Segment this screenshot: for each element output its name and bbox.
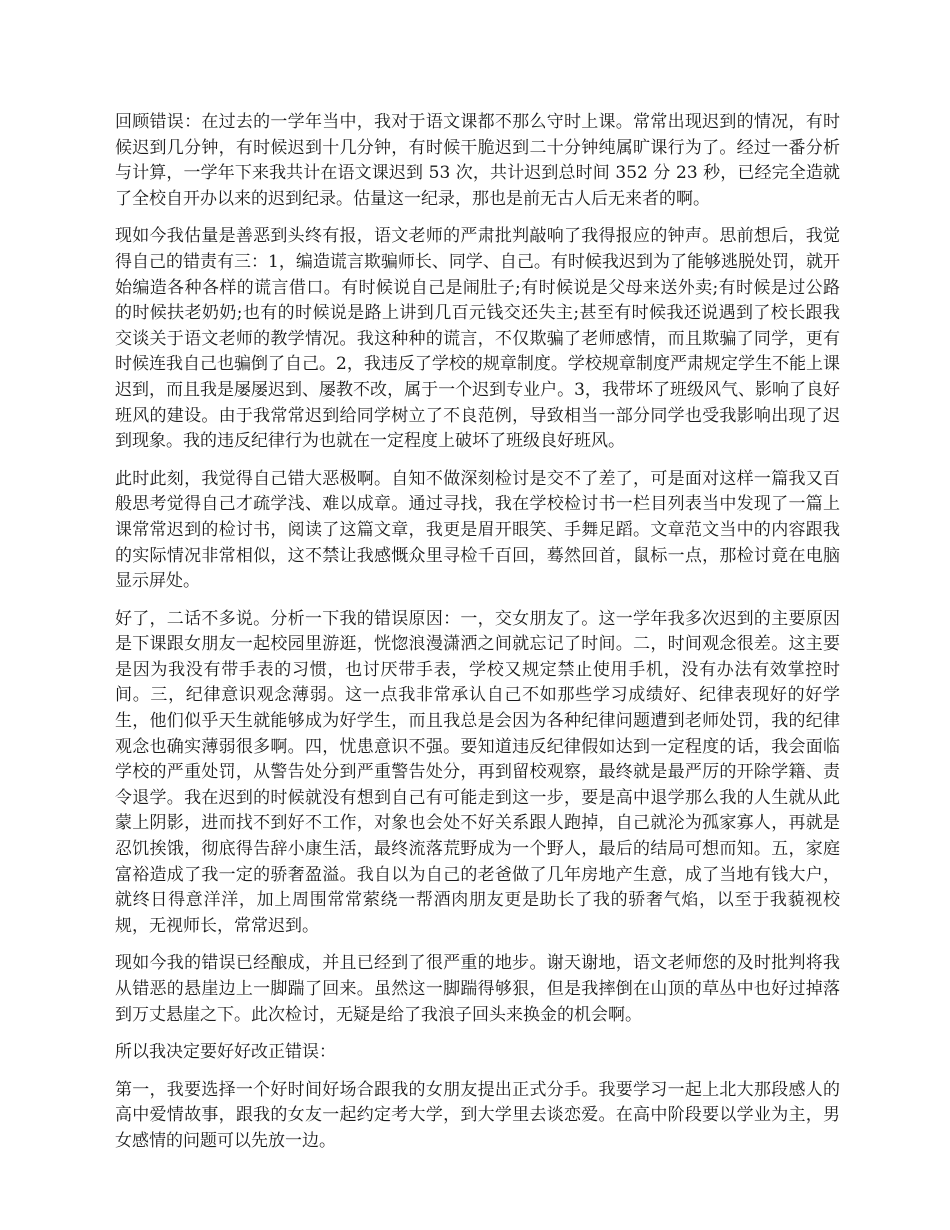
paragraph-finding-template: 此时此刻，我觉得自己错大恶极啊。自知不做深刻检讨是交不了差了，可是面对这样一篇我又百般思考觉得自己才疏学浅、难以成章。通过寻找，我在学校检讨书一栏目列表当中发现了一篇上课常常迟到的检讨书，阅读了这篇文章，我更是眉开眼笑、手舞足蹈。文章范文当中的内容跟我的实际情况非常相似，这不禁让我感慨众里寻检千百回，蓦然回首，鼠标一点，那检讨竟在电脑显示屏处。 bbox=[115, 468, 840, 592]
paragraph-decision: 所以我决定要好好改正错误： bbox=[115, 1042, 336, 1063]
document-body bbox=[115, 110, 840, 1167]
paragraph-three-faults: 现如今我估量是善恶到头终有报，语文老师的严肃批判敲响了我得报应的钟声。思前想后，我觉得自己的错责有三：1，编造谎言欺骗师长、同学、自己。有时候我迟到为了能够逃脱处罚，就开始编造各种各样的谎言借口。有时候说自己是闹肚子;有时候说是父母来送外卖;有时候是过公路的时候扶老奶奶;也有的时候说是路上讲到几百元钱交还失主;甚至有时候我还说遇到了校长跟我交谈关于语文老师的教学情况。我这种种的谎言，不仅欺骗了老师感情，而且欺骗了同学，更有时候连我自己也骗倒了自己。2，我违反了学校的规章制度。学校规章制度严肃规定学生不能上课迟到，而且我是屡屡迟到、屡教不改，属于一个迟到专业户。3，我带坏了班级风气、影响了良好班风的建设。由于我常常迟到给同学树立了不良范例，导致相当一部分同学也受我影响出现了迟到现象。我的违反纪律行为也就在一定程度上破坏了班级良好班风。 bbox=[115, 226, 840, 452]
paragraph-gratitude: 现如今我的错误已经酿成，并且已经到了很严重的地步。谢天谢地，语文老师您的及时批判将我从错恶的悬崖边上一脚踹了回来。虽然这一脚踹得够狠，但是我摔倒在山顶的草丛中也好过掉落到万丈悬崖之下。此次检讨，无疑是给了我浪子回头来换金的机会啊。 bbox=[115, 953, 840, 1025]
paragraph-first-step: 第一，我要选择一个好时间好场合跟我的女朋友提出正式分手。我要学习一起上北大那段感人的高中爱情故事，跟我的女友一起约定考大学，到大学里去谈恋爱。在高中阶段要以学业为主，男女感情的问题可以先放一边。 bbox=[115, 1079, 840, 1151]
paragraph-review-mistakes: 回顾错误：在过去的一学年当中，我对于语文课都不那么守时上课。常常出现迟到的情况，有时候迟到几分钟，有时候迟到十几分钟，有时候干脆迟到二十分钟纯属旷课行为了。经过一番分析与计算，一学年下来我共计在语文课迟到 53 次，共计迟到总时间 352 分 23 秒，已经完全造就了全校自开办以来的迟到纪录。估量这一纪录，那也是前无古人后无来者的啊。 bbox=[115, 112, 840, 209]
paragraph-cause-analysis: 好了，二话不多说。分析一下我的错误原因：一，交女朋友了。这一学年我多次迟到的主要原因是下课跟女朋友一起校园里游逛，恍惚浪漫潇洒之间就忘记了时间。二，时间观念很差。这主要是因为我没有带手表的习惯，也讨厌带手表，学校又规定禁止使用手机，没有办法有效掌控时间。三，纪律意识观念薄弱。这一点我非常承认自己不如那些学习成绩好、纪律表现好的好学生，他们似乎天生就能够成为好学生，而且我总是会因为各种纪律问题遭到老师处罚，我的纪律观念也确实薄弱很多啊。四，忧患意识不强。要知道违反纪律假如达到一定程度的话，我会面临学校的严重处罚，从警告处分到严重警告处分，再到留校观察，最终就是最严厉的开除学籍、责令退学。我在迟到的时候就没有想到自己有可能走到这一步，要是高中退学那么我的人生就从此蒙上阴影，进而找不到好不工作，对象也会处不好关系跟人跑掉，自己就沦为孤家寡人，再就是忍饥挨饿，彻底得告辞小康生活，最终流落荒野成为一个野人，最后的结局可想而知。五，家庭富裕造成了我一定的骄奢盈溢。我自以为自己的老爸做了几年房地产生意，成了当地有钱大户，就终日得意洋洋，加上周围常常萦绕一帮酒肉朋友更是助长了我的骄奢气焰，以至于我藐视校规，无视师长，常常迟到。 bbox=[115, 608, 840, 936]
